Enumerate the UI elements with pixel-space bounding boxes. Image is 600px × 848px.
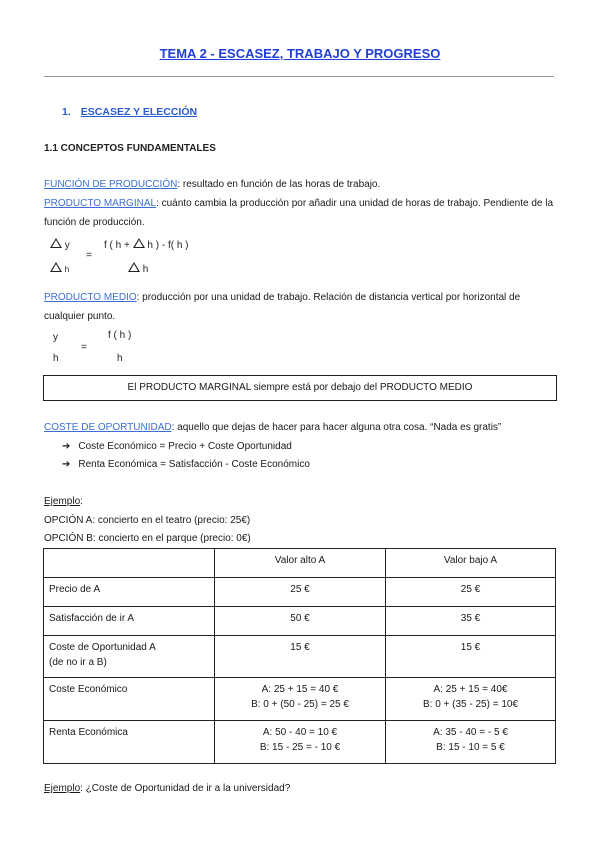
option-a-text: OPCIÓN A: concierto en el teatro (precio: 25€) [44, 515, 251, 526]
term-coste-oportunidad: COSTE DE OPORTUNIDAD [44, 422, 172, 433]
example-heading: Ejemplo: [44, 496, 83, 507]
formula-marginal-num-right: f ( h + h ) - f( h ) [104, 240, 189, 251]
table-header-cell: Valor alto A [215, 549, 386, 578]
delta-icon [50, 238, 62, 248]
option-b-text: OPCIÓN B: concierto en el parque (precio: 0€) [44, 533, 251, 544]
table-cell: 35 € [386, 607, 556, 636]
term-producto-medio: PRODUCTO MEDIO [44, 292, 137, 303]
example-2-text: Ejemplo: ¿Coste de Oportunidad de ir a la universidad? [44, 783, 291, 794]
term-producto-marginal: PRODUCTO MARGINAL [44, 198, 157, 209]
section-heading [62, 106, 197, 118]
formula-medio-den-left: h [53, 353, 59, 364]
table-cell: Coste Económico [44, 678, 215, 721]
table-row [44, 607, 556, 636]
table-cell: Precio de A [44, 578, 215, 607]
formula-medio-num-right: f ( h ) [108, 330, 132, 341]
table-row [44, 578, 556, 607]
formula-medio-equals: = [81, 342, 87, 353]
arrow-icon: ➔ [62, 459, 71, 470]
table-cell: 15 € [386, 636, 556, 678]
table-cell: A: 25 + 15 = 40 € B: 0 + (50 - 25) = 25 € [215, 678, 386, 721]
bullet-list [62, 438, 310, 474]
table-cell: Coste de Oportunidad A (de no ir a B) [44, 636, 215, 678]
table-cell: A: 35 - 40 = - 5 € B: 15 - 10 = 5 € [386, 721, 556, 764]
definition-text: : resultado en función de las horas de trabajo. [177, 179, 381, 190]
formula-marginal-den-right: h [128, 262, 148, 275]
formula-marginal-den-left: h [50, 262, 69, 275]
table-cell: 15 € [215, 636, 386, 678]
table-row [44, 636, 556, 678]
section-number: 1. [62, 106, 71, 118]
definition-text: : cuánto cambia la producción por añadir una unidad de horas de trabajo. Pendiente de la función de producción. [44, 198, 554, 228]
table-header-row [44, 549, 556, 578]
table-cell: Satisfacción de ir A [44, 607, 215, 636]
section-label: ESCASEZ Y ELECCIÓN [80, 106, 198, 118]
highlight-note-box: El PRODUCTO MARGINAL siempre está por debajo del PRODUCTO MEDIO [43, 375, 557, 401]
table-header-cell: Valor bajo A [386, 549, 556, 578]
term-funcion-produccion: FUNCIÓN DE PRODUCCIÓN [44, 179, 178, 190]
paragraph-coste-oportunidad [44, 418, 556, 437]
arrow-icon: ➔ [62, 441, 71, 452]
title-divider [44, 76, 554, 77]
table-cell: 25 € [386, 578, 556, 607]
formula-medio-den-right: h [117, 353, 123, 364]
paragraph-producto-marginal [44, 194, 556, 232]
subsection-heading: 1.1 CONCEPTOS FUNDAMENTALES [44, 143, 216, 154]
table-cell: A: 50 - 40 = 10 € B: 15 - 25 = - 10 € [215, 721, 386, 764]
paragraph-funcion-produccion [44, 175, 556, 194]
formula-marginal-num-left: y [50, 238, 70, 251]
definition-text: : producción por una unidad de trabajo. Relación de distancia vertical por horizontal de cualquier punto. [44, 292, 521, 322]
delta-icon [128, 262, 140, 272]
table-row [44, 678, 556, 721]
delta-icon [50, 262, 62, 272]
list-item: ➔ Renta Económica = Satisfacción - Coste Económico [62, 459, 310, 470]
delta-icon [133, 238, 145, 248]
list-item: ➔ Coste Económico = Precio + Coste Oportunidad [62, 441, 292, 452]
formula-medio-num-left: y [53, 332, 58, 343]
table-cell: Renta Económica [44, 721, 215, 764]
document-title: TEMA 2 - ESCASEZ, TRABAJO Y PROGRESO [159, 46, 441, 61]
table-row [44, 721, 556, 764]
table-cell: A: 25 + 15 = 40€ B: 0 + (35 - 25) = 10€ [386, 678, 556, 721]
cost-comparison-table [43, 548, 556, 764]
table-cell: 50 € [215, 607, 386, 636]
formula-marginal-equals: = [86, 250, 92, 261]
table-header-cell [44, 549, 215, 578]
table-cell: 25 € [215, 578, 386, 607]
definition-text: : aquello que dejas de hacer para hacer alguna otra cosa. “Nada es gratis” [171, 422, 502, 433]
paragraph-producto-medio [44, 288, 556, 326]
